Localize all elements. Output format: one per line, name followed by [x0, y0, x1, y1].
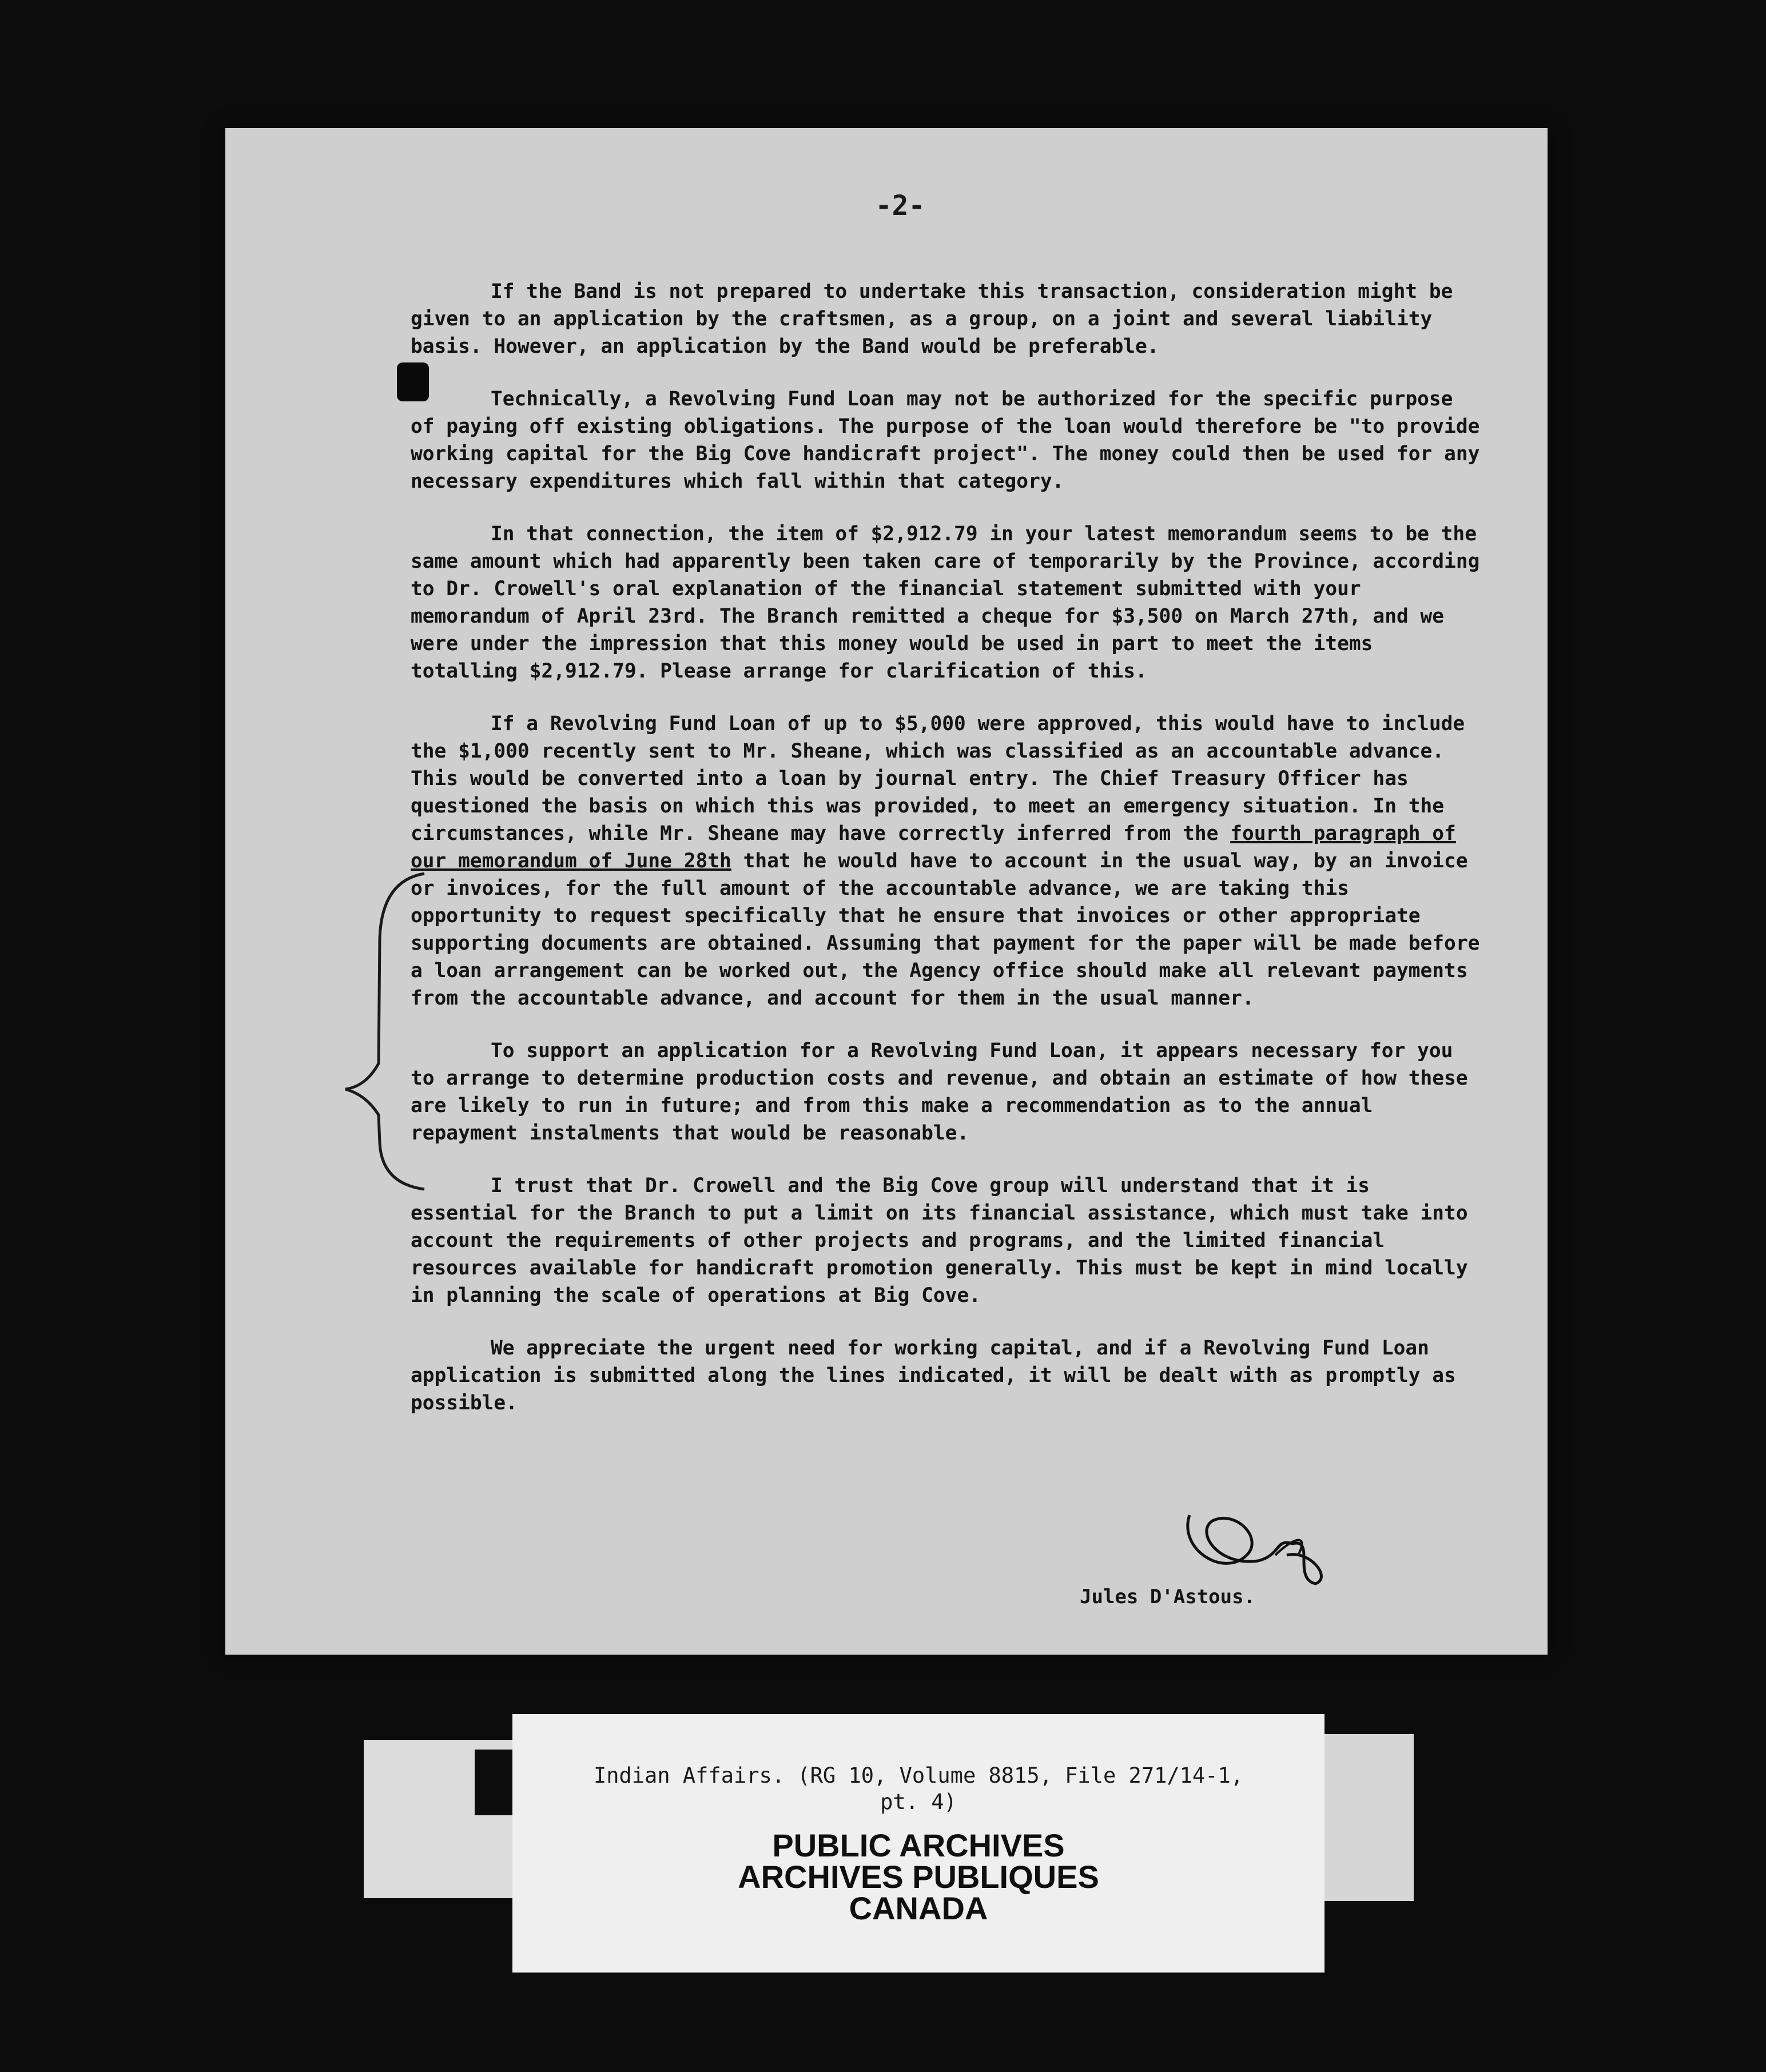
label-notch	[475, 1750, 512, 1815]
archive-reference	[512, 1763, 1324, 1815]
archive-country: CANADA	[849, 1890, 988, 1926]
archive-reference-line-2: pt. 4)	[880, 1790, 957, 1814]
archive-name-english: PUBLIC ARCHIVES	[772, 1827, 1065, 1863]
archive-reference-line-1: Indian Affairs. (RG 10, Volume 8815, File 271/14-1,	[593, 1763, 1244, 1788]
paragraph-6: I trust that Dr. Crowell and the Big Cove group will understand that it is essential for the Branch to put a limit on its financial assistance, which must take into account the requirements of other projects and programs, and the limited financial resources available for handicraft promotion generally. This must be kept in mind locally in planning the scale of operations at Big Cove.	[411, 1174, 1468, 1307]
label-backing-strip-right	[1322, 1734, 1414, 1901]
paragraph-5: To support an application for a Revolving Fund Loan, it appears necessary for you to arrange to determine production costs and revenue, and obtain an estimate of how these are likely to run in future; and from this make a recommendation as to the annual repayment instalments that would be reasonable.	[411, 1039, 1468, 1145]
paragraph-1: If the Band is not prepared to undertake this transaction, consideration might be given to an application by the craftsmen, as a group, on a joint and several liability basis. However, an application by the Band would be preferable.	[411, 280, 1453, 358]
paragraph-4-part-2: that he would have to account in the usual way, by an invoice or invoices, for the full amount of the accountable advance, we are taking this opportunity to request specifically that he ensure that invoices or other appropriate supporting documents are obtained. Assuming that payment for the paper will be made before a loan arrangement can be worked out, the Agency office should make all relevant payments from the accountable advance, and account for them in the usual manner.	[411, 850, 1480, 1010]
page-number: -2-	[875, 190, 925, 222]
archive-name-french: ARCHIVES PUBLIQUES	[738, 1859, 1099, 1895]
paragraph-7: We appreciate the urgent need for working capital, and if a Revolving Fund Loan application is submitted along the lines indicated, it will be dealt with as promptly as possible.	[411, 1337, 1456, 1414]
paragraph-4-part-1: If a Revolving Fund Loan of up to $5,000 were approved, this would have to include the $1,000 recently sent to Mr. Sheane, which was classified as an accountable advance. This would be converted into a loan by journal entry. The Chief Treasury Officer has questioned the basis on which this was provided, to meet an emergency situation. In the circumstances, while Mr. Sheane may have correctly inferred from the	[411, 712, 1465, 845]
underlined-reference: fourth paragraph of our memorandum of June 28th	[411, 822, 1456, 872]
paragraph-3: In that connection, the item of $2,912.79 in your latest memorandum seems to be the same amount which had apparently been taken care of temporarily by the Province, according to Dr. Crowell's oral explanation of the financial statement submitted with your memorandum of April 23rd. The Branch remitted a cheque for $3,500 on March 27th, and we were under the impression that this money would be used in part to meet the items totalling $2,912.79. Please arrange for clarification of this.	[411, 523, 1480, 683]
paragraph-2: Technically, a Revolving Fund Loan may not be authorized for the specific purpose of paying off existing obligations. The purpose of the loan would therefore be "to provide working capital for the Big Cove handicraft project". The money could then be used for any necessary expenditures which fall within that category.	[411, 388, 1480, 493]
signatory-name: Jules D'Astous.	[1080, 1585, 1256, 1608]
archive-stamp	[512, 1827, 1324, 1926]
